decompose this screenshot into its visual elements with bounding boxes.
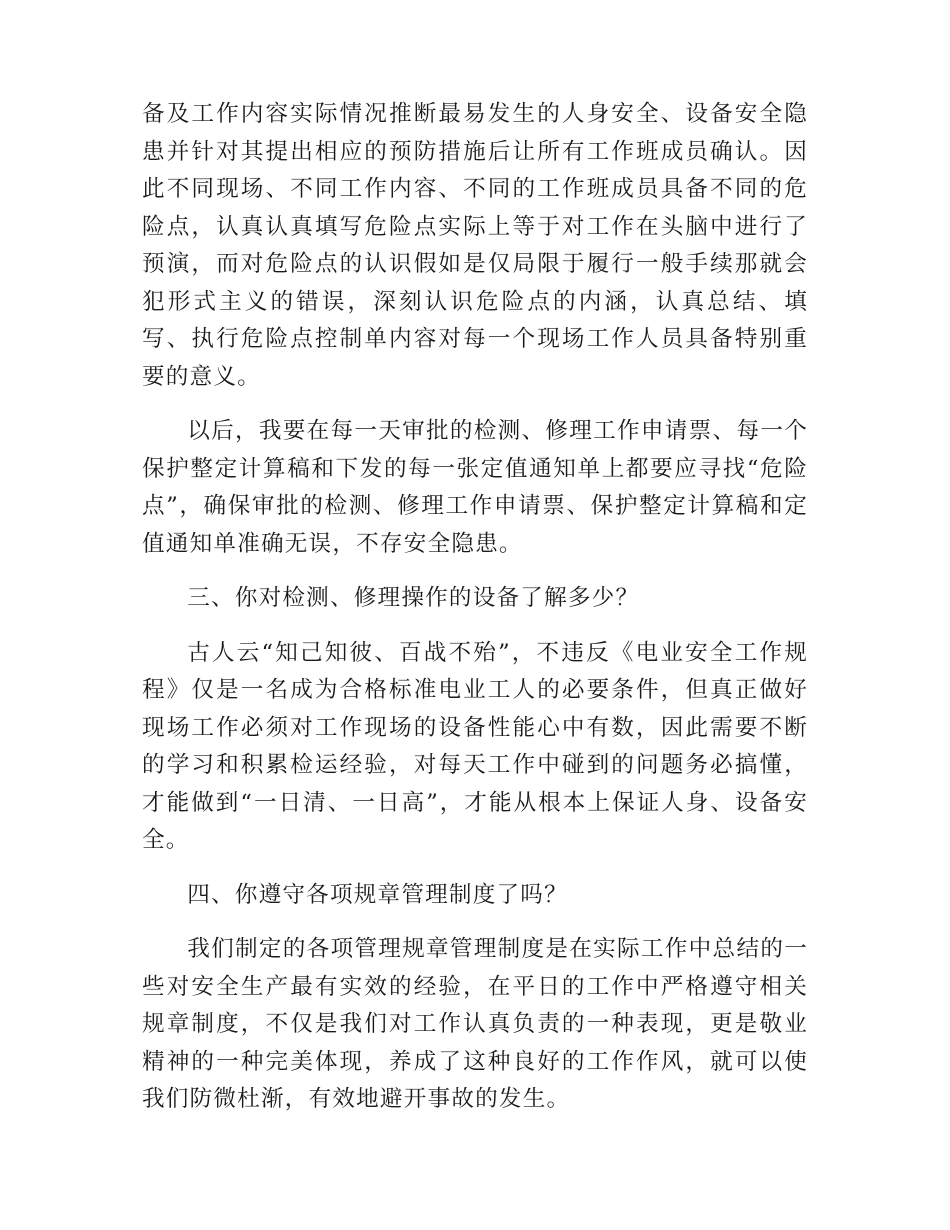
section-heading-4: 四、你遵守各项规章管理制度了吗？ bbox=[187, 881, 568, 908]
paragraph-1: 备及工作内容实际情况推断最易发生的人身安全、设备安全隐患并针对其提出相应的预防措施后让所有工作班成员确认。因此不同现场、不同工作内容、不同的工作班成员具备不同的危险点，认真认真填写危险点实际上等于对工作在头脑中进行了预演，而对危险点的认识假如是仅局限于履行一般手续那就会犯形式主义的错误，深刻认识危险点的内涵，认真总结、填写、执行危险点控制单内容对每一个现场工作人员具备特别重要的意义。 bbox=[142, 101, 808, 390]
paragraph-2: 以后，我要在每一天审批的检测、修理工作申请票、每一个保护整定计算稿和下发的每一张定值通知单上都要应寻找“危险点”，确保审批的检测、修理工作申请票、保护整定计算稿和定值通知单准确无误，不存安全隐患。 bbox=[142, 418, 808, 557]
paragraph-4: 我们制定的各项管理规章管理制度是在实际工作中总结的一些对安全生产最有实效的经验，在平日的工作中严格遵守相关规章制度，不仅是我们对工作认真负责的一种表现，更是敬业精神的一种完美体现，养成了这种良好的工作作风，就可以使我们防微杜渐，有效地避开事故的发生。 bbox=[142, 936, 808, 1112]
section-heading-3: 三、你对检测、修理操作的设备了解多少？ bbox=[187, 585, 640, 611]
document-page bbox=[142, 96, 808, 1136]
paragraph-3: 古人云“知己知彼、百战不殆”，不违反《电业安全工作规程》仅是一名成为合格标准电业工人的必要条件，但真正做好现场工作必须对工作现场的设备性能心中有数，因此需要不断的学习和积累检运经验，对每天工作中碰到的问题务必搞懂，才能做到“一日清、一日高”，才能从根本上保证人身、设备安全。 bbox=[142, 639, 808, 853]
